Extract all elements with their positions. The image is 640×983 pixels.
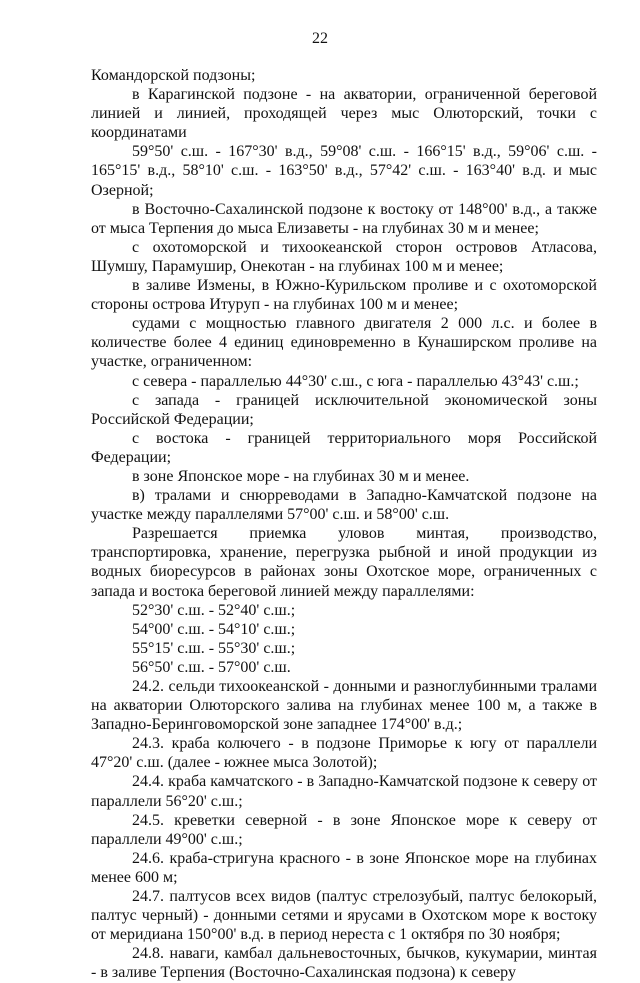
coordinate-line: 54°00' с.ш. - 54°10' с.ш.;	[132, 620, 296, 638]
paragraph: в зоне Японское море - на глубинах 30 м и менее.	[132, 467, 470, 485]
paragraph: 24.5. креветки северной - в зоне Японское море к северу от параллели 49°00' с.ш.;	[91, 811, 597, 848]
paragraph: 24.4. краба камчатского - в Западно-Камчатской подзоне к северу от параллели 56°20' с.ш.;	[91, 773, 597, 810]
paragraph: с запада - границей исключительной экономической зоны Российской Федерации;	[91, 391, 597, 428]
paragraph: в Восточно-Сахалинской подзоне к востоку от 148°00' в.д., а также от мыса Терпения до мыса Елизаветы - на глубинах 30 м и менее;	[91, 200, 597, 237]
paragraph: Командорской подзоны;	[91, 67, 256, 84]
paragraph: 59°50' с.ш. - 167°30' в.д., 59°08' с.ш. - 166°15' в.д., 59°06' с.ш. - 165°15' в.д., 58°10' с.ш. - 163°50' в.д., 57°42' с.ш. - 163°40' в.д. и мыс Озерной;	[91, 143, 597, 199]
paragraph: 24.6. краба-стригуна красного - в зоне Японское море на глубинах менее 600 м;	[91, 849, 597, 886]
paragraph: с охотоморской и тихоокеанской сторон островов Атласова, Шумшу, Парамушир, Онекотан - на глубинах 100 м и менее;	[91, 238, 597, 275]
coordinate-line: 52°30' с.ш. - 52°40' с.ш.;	[132, 601, 296, 619]
document-body	[91, 66, 597, 983]
paragraph: 24.2. сельди тихоокеанской - донными и разноглубинными тралами на акватории Олюторского залива на глубинах менее 100 м, а также в Западно-Беринговоморской зоне западнее 174°00' в.д.;	[91, 678, 597, 734]
coordinate-line: 56°50' с.ш. - 57°00' с.ш.	[132, 658, 291, 676]
coordinate-line: 55°15' с.ш. - 55°30' с.ш.;	[132, 639, 296, 657]
paragraph: судами с мощностью главного двигателя 2 000 л.с. и более в количестве более 4 единиц единовременно в Кунаширском проливе на участке, ограниченном:	[91, 315, 597, 371]
paragraph: Разрешается приемка уловов минтая, производство, транспортировка, хранение, перегрузка рыбной и иной продукции из водных биоресурсов в районах зоны Охотское море, ограниченных с запада и востока береговой линией между параллелями:	[91, 525, 597, 600]
page-number: 22	[312, 30, 328, 47]
paragraph: 24.8. наваги, камбал дальневосточных, бычков, кукумарии, минтая - в заливе Терпения (Восточно-Сахалинская подзона) к северу	[91, 945, 597, 982]
paragraph: с севера - параллелью 44°30' с.ш., с юга - параллелью 43°43' с.ш.;	[132, 372, 579, 390]
paragraph: в Карагинской подзоне - на акватории, ограниченной береговой линией и линией, проходящей через мыс Олюторский, точки с координатами	[91, 86, 597, 142]
paragraph: с востока - границей территориального моря Российской Федерации;	[91, 429, 597, 466]
paragraph: в заливе Измены, в Южно-Курильском проливе и с охотоморской стороны острова Итуруп - на глубинах 100 м и менее;	[91, 277, 597, 314]
paragraph: 24.3. краба колючего - в подзоне Приморье к югу от параллели 47°20' с.ш. (далее - южнее мыса Золотой);	[91, 735, 597, 772]
paragraph: 24.7. палтусов всех видов (палтус стрелозубый, палтус белокорый, палтус черный) - донными сетями и ярусами в Охотском море к востоку от меридиана 150°00' в.д. в период нереста с 1 октября по 30 ноября;	[91, 888, 597, 944]
paragraph: в) тралами и снюрреводами в Западно-Камчатской подзоне на участке между параллелями 57°00' с.ш. и 58°00' с.ш.	[91, 487, 597, 524]
